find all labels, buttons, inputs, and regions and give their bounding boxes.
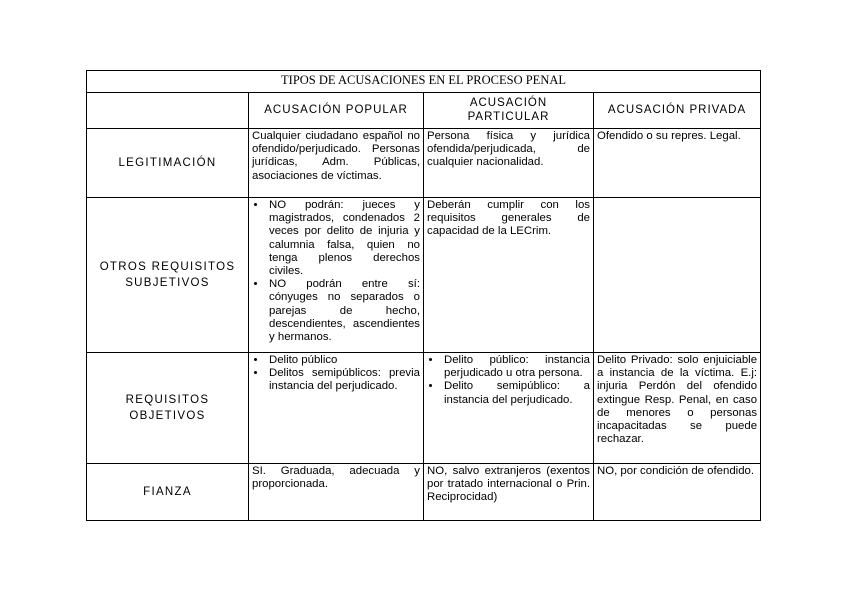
table-row bbox=[87, 198, 761, 353]
empty-header-cell bbox=[87, 93, 249, 129]
otros-popular-cell bbox=[249, 198, 424, 353]
row-label-fianza bbox=[87, 464, 249, 521]
title-row bbox=[87, 71, 761, 93]
objetivos-privada-cell: Delito Privado: solo enjuiciable a instancia de la víctima. E.j: injuria Perdón del ofendido extingue Resp. Penal, en caso de menores o personas incapacitadas se puede rechazar. bbox=[594, 353, 761, 464]
row-label-line: LEGITIMACIÓN bbox=[118, 157, 217, 169]
row-label-line: OTROS REQUISITOS bbox=[99, 261, 236, 273]
legitimacion-popular-cell: Cualquier ciudadano español no ofendido/perjudicado. Personas jurídicas, Adm. Públicas, asociaciones de víctimas. bbox=[249, 129, 424, 198]
table-title: TIPOS DE ACUSACIONES EN EL PROCESO PENAL bbox=[87, 71, 761, 93]
header-row bbox=[87, 93, 761, 129]
table-row bbox=[87, 129, 761, 198]
list-item: • Delito público bbox=[267, 354, 420, 367]
list-item: • Delito semipúblico: a instancia del perjudicado. bbox=[442, 380, 590, 406]
header-acusacion-particular: ACUSACIÓN PARTICULAR bbox=[424, 93, 594, 129]
row-label-line: FIANZA bbox=[143, 486, 192, 498]
bullet-list bbox=[427, 354, 590, 407]
table-row bbox=[87, 353, 761, 464]
list-item: • Delito público: instancia perjudicado u otra persona. bbox=[442, 354, 590, 380]
list-item: • NO podrán: jueces y magistrados, condenados 2 veces por delito de injuria y calumnia falsa, quien no tenga plenos derechos civiles. bbox=[267, 199, 420, 278]
row-label-line: REQUISITOS bbox=[125, 394, 210, 406]
legitimacion-privada-cell: Ofendido o su repres. Legal. bbox=[594, 129, 761, 198]
fianza-particular-cell: NO, salvo extranjeros (exentos por tratado internacional o Prin. Reciprocidad) bbox=[424, 464, 594, 521]
row-label-otros-requisitos bbox=[87, 198, 249, 353]
header-acusacion-popular: ACUSACIÓN POPULAR bbox=[249, 93, 424, 129]
fianza-privada-cell: NO, por condición de ofendido. bbox=[594, 464, 761, 521]
table-row bbox=[87, 464, 761, 521]
row-label-line: OBJETIVOS bbox=[129, 410, 206, 422]
bullet-list bbox=[252, 354, 420, 394]
header-acusacion-privada: ACUSACIÓN PRIVADA bbox=[594, 93, 761, 129]
acusaciones-table bbox=[86, 70, 761, 521]
objetivos-popular-cell bbox=[249, 353, 424, 464]
row-label-line: SUBJETIVOS bbox=[125, 277, 210, 289]
fianza-popular-cell: SI. Graduada, adecuada y proporcionada. bbox=[249, 464, 424, 521]
list-item: • Delitos semipúblicos: previa instancia del perjudicado. bbox=[267, 367, 420, 393]
row-label-requisitos-objetivos bbox=[87, 353, 249, 464]
bullet-list bbox=[252, 199, 420, 344]
row-label-legitimacion bbox=[87, 129, 249, 198]
otros-particular-cell: Deberán cumplir con los requisitos generales de capacidad de la LECrim. bbox=[424, 198, 594, 353]
list-item: • NO podrán entre sí: cónyuges no separados o parejas de hecho, descendientes, ascendientes y hermanos. bbox=[267, 278, 420, 344]
legitimacion-particular-cell: Persona física y jurídica ofendida/perjudicada, de cualquier nacionalidad. bbox=[424, 129, 594, 198]
otros-privada-cell bbox=[594, 198, 761, 353]
objetivos-particular-cell bbox=[424, 353, 594, 464]
